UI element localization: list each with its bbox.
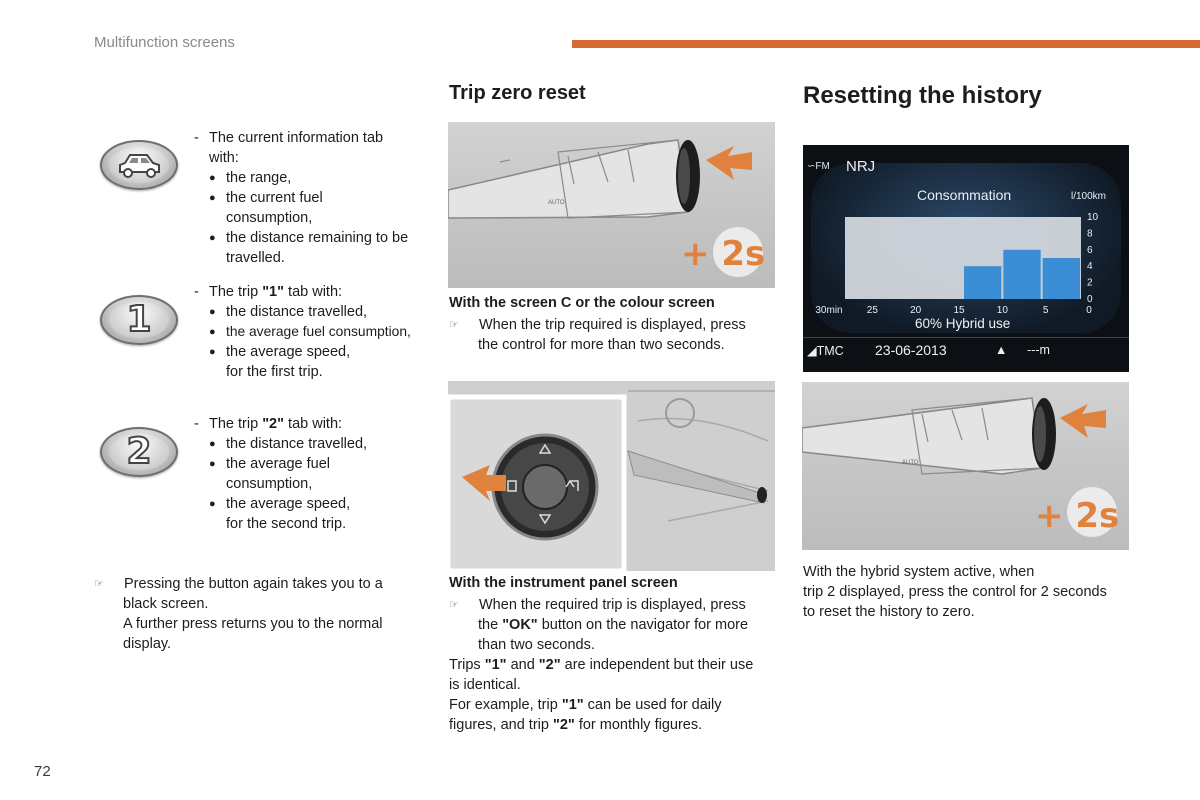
x-tick-label: 30min <box>815 305 843 316</box>
x-tick-label: 10 <box>996 305 1008 316</box>
stalk-illustration-2 <box>802 382 1129 550</box>
list-item-cont: consumption, <box>226 210 313 226</box>
stalk-auto-label: AUTO <box>548 200 565 206</box>
info-tab-description <box>192 128 432 268</box>
chart-unit: l/100km <box>1071 191 1107 202</box>
list-item: ● the distance travelled, <box>209 434 432 454</box>
resetting-history-title: Resetting the history <box>803 82 1042 109</box>
x-tick-label: 15 <box>953 305 965 316</box>
car-icon <box>114 150 164 180</box>
trip-1-description: - The trip "1" tab with: ● the distance travelled, ● the average fuel consumption, ● the average speed, for the first trip. <box>192 282 432 382</box>
pointing-hand-icon: ☞ <box>449 319 459 331</box>
list-item: ● the range, <box>209 168 432 188</box>
chart-bar <box>1003 250 1040 299</box>
y-tick-label: 8 <box>1087 228 1093 240</box>
screen-date: 23-06-2013 <box>875 342 947 358</box>
header-accent-bar <box>572 40 1200 48</box>
y-tick-label: 4 <box>1087 261 1093 273</box>
chart-bar <box>964 266 1001 299</box>
black-screen-note: ☞ Pressing the button again takes you to a black screen. A further press returns you to the normal display. <box>94 576 383 652</box>
instrument-panel-instructions: ☞ When the required trip is displayed, press the "OK" button on the navigator for more than two seconds. Trips "1" and "2" are independent but their use is identical. For example, trip "1" can be used for daily figures, and trip "2" for monthly figures. <box>449 597 754 733</box>
chart-bar <box>1043 258 1080 299</box>
info-tab-intro: - The current information tab <box>192 128 432 148</box>
trip-1-badge-number: 1 <box>126 299 152 340</box>
list-item-cont: consumption, <box>226 476 313 492</box>
trip-2-badge-number: 2 <box>126 431 152 472</box>
running-header: Multifunction screens <box>94 34 235 51</box>
trip-2-badge-icon <box>100 427 178 477</box>
x-tick-label: 0 <box>1086 305 1092 316</box>
distance-readout: ---m <box>1027 343 1050 357</box>
radio-station-label: NRJ <box>846 158 876 175</box>
trip-1-badge-icon <box>100 295 178 345</box>
list-item: ● the current fuel <box>209 188 432 208</box>
road-icon: ▲ <box>995 343 1008 357</box>
trip-2-description: - The trip "2" tab with: ● the distance travelled, ● the average fuel consumption, ● the average speed, for the second trip. <box>192 414 432 534</box>
hold-2-seconds-label: + 2s <box>681 234 766 274</box>
list-item: ● the average speed, <box>209 494 432 514</box>
chart-title: Consommation <box>917 187 1012 203</box>
x-tick-label: 25 <box>866 305 878 316</box>
car-badge-icon <box>100 140 178 190</box>
y-tick-label: 0 <box>1087 294 1093 305</box>
list-item-cont: travelled. <box>226 250 285 266</box>
stalk-auto-label: AUTO <box>902 460 919 466</box>
screen-c-instructions: ☞ When the trip required is displayed, press the control for more than two seconds. <box>449 317 746 353</box>
hybrid-use-label: 60% Hybrid use <box>915 316 1011 331</box>
y-tick-label: 10 <box>1087 212 1099 223</box>
pointing-hand-icon: ☞ <box>94 578 104 590</box>
trip-zero-reset-title: Trip zero reset <box>449 82 586 104</box>
instrument-panel-subheading: With the instrument panel screen <box>449 575 678 591</box>
hold-2-seconds-label: + 2s <box>1035 496 1120 536</box>
stalk-illustration-1 <box>448 122 775 288</box>
x-tick-label: 20 <box>910 305 922 316</box>
list-item: ● the average fuel consumption, <box>209 322 432 342</box>
y-tick-label: 6 <box>1087 244 1093 256</box>
list-item-cont: for the second trip. <box>226 516 347 532</box>
navigator-illustration <box>448 381 775 571</box>
y-tick-label: 2 <box>1087 277 1093 289</box>
consumption-history-screen <box>803 145 1129 372</box>
radio-band-label: ∽FM <box>807 161 830 172</box>
screen-c-subheading: With the screen C or the colour screen <box>449 295 715 311</box>
list-item: ● the average speed, <box>209 342 432 362</box>
list-item: ● the distance remaining to be <box>209 228 432 248</box>
pointing-hand-icon: ☞ <box>449 599 459 611</box>
x-tick-label: 5 <box>1042 305 1049 316</box>
info-tab-intro-with: with: <box>209 150 239 166</box>
list-item: ● the distance travelled, <box>209 302 432 322</box>
list-item: ● the average fuel <box>209 454 432 474</box>
page-number: 72 <box>34 763 51 780</box>
history-reset-caption: With the hybrid system active, when trip 2 displayed, press the control for 2 seconds to reset the history to zero. <box>803 564 1107 620</box>
tmc-label: ◢TMC <box>807 344 844 358</box>
list-item-cont: for the first trip. <box>226 364 323 380</box>
